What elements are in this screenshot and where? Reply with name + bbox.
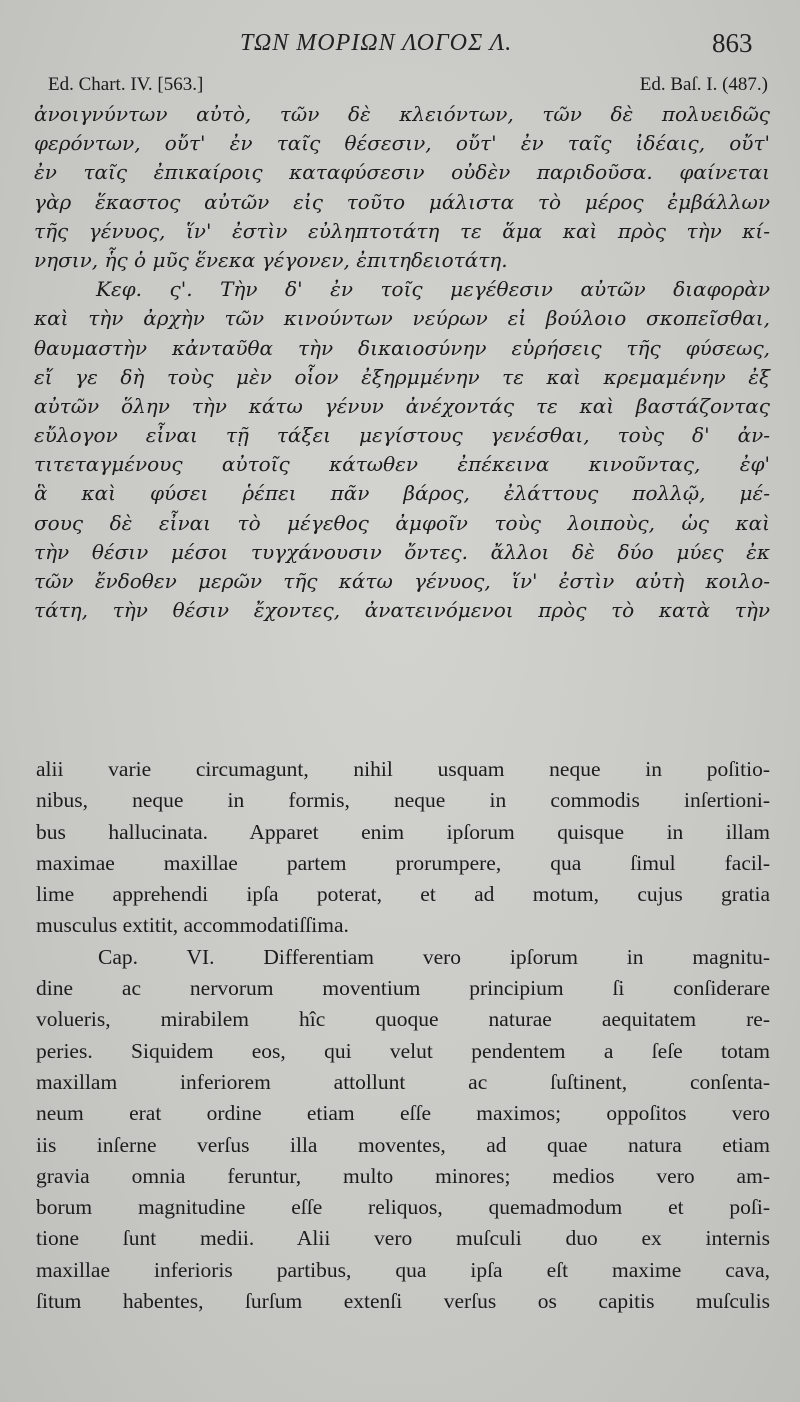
greek-line: θαυμαστὴν κἀνταῦθα τὴν δικαιοσύνην εὑρήσεις τῆς φύσεως, bbox=[34, 335, 770, 360]
greek-line: καὶ τὴν ἀρχὴν τῶν κινούντων νεύρων εἰ βούλοιο σκοπεῖσθαι, bbox=[34, 306, 770, 331]
greek-chapter-heading-line: Κεφ. ς'. Τὴν δ' ἐν τοῖς μεγέθεσιν αὐτῶν διαφορὰν bbox=[96, 277, 770, 302]
latin-line: nibus, neque in formis, neque in commodis inſertioni- bbox=[36, 788, 770, 813]
latin-line: lime apprehendi ipſa poterat, et ad motum, cujus gratia bbox=[36, 882, 770, 907]
latin-line: volueris, mirabilem hîc quoque naturae aequitatem re- bbox=[36, 1007, 770, 1032]
latin-line: maxillam inferiorem attollunt ac ſuſtinent, conſenta- bbox=[36, 1069, 770, 1094]
latin-line: musculus extitit, accommodatiſſima. bbox=[36, 913, 349, 938]
latin-line: bus hallucinata. Apparet enim ipſorum quisque in illam bbox=[36, 819, 770, 844]
latin-line: iis inſerne verſus illa moventes, ad quae natura etiam bbox=[36, 1132, 770, 1157]
greek-line: αὐτῶν ὅλην τὴν κάτω γένυν ἀνέχοντάς τε καὶ βαστάζοντας bbox=[34, 393, 770, 418]
running-title: ΤΩΝ ΜΟΡΙΩΝ ΛΟΓΟΣ Λ. bbox=[240, 30, 513, 56]
greek-line: εὔλογον εἶναι τῇ τάξει μεγίστους γενέσθαι, τοὺς δ' ἀν- bbox=[34, 423, 770, 448]
latin-line: maximae maxillae partem prorumpere, qua ſimul facil- bbox=[36, 850, 770, 875]
greek-line: ἐν ταῖς ἐπικαίροις καταφύσεσιν οὐδὲν παριδοῦσα. φαίνεται bbox=[34, 160, 770, 185]
greek-line: τάτη, τὴν θέσιν ἔχοντες, ἀνατεινόμενοι πρὸς τὸ κατὰ τὴν bbox=[34, 598, 770, 623]
latin-text-block bbox=[36, 754, 770, 1317]
greek-line: φερόντων, οὔτ' ἐν ταῖς θέσεσιν, οὔτ' ἐν ταῖς ἰδέαις, οὔτ' bbox=[34, 131, 770, 156]
greek-line: σους δὲ εἶναι τὸ μέγεθος ἀμφοῖν τοὺς λοιποὺς, ὡς καὶ bbox=[34, 510, 770, 535]
running-head bbox=[0, 28, 800, 68]
latin-line: dine ac nervorum moventium principium ſi conſiderare bbox=[36, 976, 770, 1001]
latin-line: alii varie circumagunt, nihil usquam neque in poſitio- bbox=[36, 757, 770, 781]
greek-line: τῶν ἔνδοθεν μερῶν τῆς κάτω γένυος, ἵν' ἐστὶν αὐτὴ κοιλο- bbox=[34, 569, 770, 593]
greek-line: ἃ καὶ φύσει ῥέπει πᾶν βάρος, ἐλάττους πολλῷ, μέ- bbox=[34, 481, 770, 506]
latin-chapter-heading-line: Cap. VI. Differentiam vero ipſorum in magnitu- bbox=[98, 944, 770, 969]
edition-references bbox=[40, 74, 768, 100]
greek-line: νησιν, ἧς ὁ μῦς ἕνεκα γέγονεν, ἐπιτηδειοτάτη. bbox=[34, 247, 508, 272]
page-number: 863 bbox=[712, 28, 753, 58]
latin-line: gravia omnia feruntur, multo minores; medios vero am- bbox=[36, 1163, 770, 1188]
latin-line: maxillae inferioris partibus, qua ipſa eſt maxime cava, bbox=[36, 1257, 770, 1282]
latin-line: ſitum habentes, ſurſum extenſi verſus os capitis muſculis bbox=[36, 1289, 770, 1314]
greek-line: τὴν θέσιν μέσοι τυγχάνουσιν ὄντες. ἄλλοι δὲ δύο μύες ἐκ bbox=[34, 539, 770, 564]
greek-line: τιτεταγμένους αὐτοῖς κάτωθεν ἐπέκεινα κινοῦντας, ἐφ' bbox=[34, 452, 770, 477]
greek-line: εἴ γε δὴ τοὺς μὲν οἷον ἐξηρμμένην τε καὶ κρεμαμένην ἐξ bbox=[34, 364, 770, 389]
latin-line: peries. Siquidem eos, qui velut pendentem a ſeſe totam bbox=[36, 1038, 770, 1063]
edition-ref-chartier: Ed. Chart. IV. [563.] bbox=[48, 74, 204, 95]
edition-ref-basel: Ed. Baſ. I. (487.) bbox=[639, 74, 768, 95]
latin-line: borum magnitudine eſſe reliquos, quemadmodum et poſi- bbox=[36, 1195, 770, 1220]
latin-line: tione ſunt medii. Alii vero muſculi duo ex internis bbox=[36, 1226, 770, 1251]
greek-line: ἀνοιγνύντων αὐτὸ, τῶν δὲ κλειόντων, τῶν δὲ πολυειδῶς bbox=[34, 102, 770, 126]
greek-line: γὰρ ἕκαστος αὐτῶν εἰς τοῦτο μάλιστα τὸ μέρος ἐμβάλλων bbox=[34, 189, 770, 214]
greek-line: τῆς γένυος, ἵν' ἐστὶν εὐληπτοτάτη τε ἅμα καὶ πρὸς τὴν κί- bbox=[34, 218, 770, 243]
greek-text-block bbox=[34, 100, 770, 625]
latin-line: neum erat ordine etiam eſſe maximos; oppoſitos vero bbox=[36, 1101, 770, 1126]
